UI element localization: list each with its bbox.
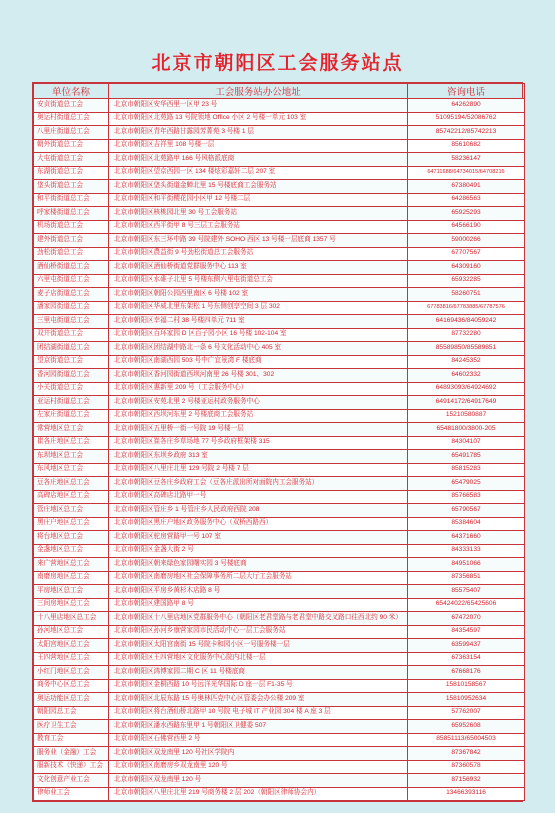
- unit-name-cell: 小关街道总工会: [34, 382, 109, 396]
- phone-cell: 67363154: [408, 652, 525, 666]
- address-cell: 北京市朝阳区南湖西园 503 号中广宜景湾 F 楼底商: [109, 355, 408, 369]
- table-row: [34, 247, 525, 261]
- table-row: [34, 193, 525, 207]
- phone-cell: 84245352: [408, 355, 525, 369]
- address-cell: 北京市朝阳区和平街樱花园小区甲 12 号楼二层: [109, 193, 408, 207]
- table-row: [34, 693, 525, 707]
- unit-name-cell: 垡头街道总工会: [34, 180, 109, 194]
- table-row: [34, 99, 525, 113]
- unit-name-cell: 呼家楼街道总工会: [34, 207, 109, 221]
- table-row: [34, 234, 525, 248]
- phone-cell: 84951066: [408, 558, 525, 572]
- table-body: [34, 99, 525, 801]
- phone-cell: 64566190: [408, 220, 525, 234]
- address-cell: 北京市朝阳区酒仙桥街道党群服务中心 113 室: [109, 261, 408, 275]
- table-row: [34, 733, 525, 747]
- unit-name-cell: 奥运村街道总工会: [34, 112, 109, 126]
- unit-name-cell: 十八里店地区总工会: [34, 612, 109, 626]
- address-cell: 北京市朝阳区高碑店北路甲一号: [109, 490, 408, 504]
- phone-cell: 85851113/65004503: [408, 733, 525, 747]
- unit-name-cell: 建外街道总工会: [34, 234, 109, 248]
- table-row: [34, 531, 525, 545]
- column-header-unit: 单位名称: [34, 84, 109, 99]
- table-row: [34, 490, 525, 504]
- table-row: [34, 747, 525, 761]
- phone-cell: 65481800/3800-205: [408, 423, 525, 437]
- unit-name-cell: 奥运功能区总工会: [34, 693, 109, 707]
- phone-cell: 64169436/84059242: [408, 315, 525, 329]
- phone-cell: 64262890: [408, 99, 525, 113]
- phone-cell: 64914172/64917649: [408, 396, 525, 410]
- unit-name-cell: 崔各庄地区总工会: [34, 436, 109, 450]
- unit-name-cell: 孙河地区总工会: [34, 625, 109, 639]
- unit-name-cell: 医疗卫生工会: [34, 720, 109, 734]
- address-cell: 北京市朝阳区金盏大街 2 号: [109, 544, 408, 558]
- unit-name-cell: 三里屯街道总工会: [34, 315, 109, 329]
- phone-cell: 85766583: [408, 490, 525, 504]
- unit-name-cell: 高碑店地区总工会: [34, 490, 109, 504]
- unit-name-cell: 东坝地区总工会: [34, 450, 109, 464]
- address-cell: 北京市朝阳区八里庄北里 219 号商务楼 2 层 202（朝阳区律师协会内）: [109, 787, 408, 801]
- phone-cell: 84333133: [408, 544, 525, 558]
- address-cell: 北京市朝阳区惠新里 209 号（工会服务中心）: [109, 382, 408, 396]
- address-cell: 北京市朝阳区核桃园北里 30 号工会服务站: [109, 207, 408, 221]
- phone-cell: 67380491: [408, 180, 525, 194]
- address-cell: 北京市朝阳区百环家园 D 区百子园小区 16 号楼 102-104 室: [109, 328, 408, 342]
- table-row: [34, 315, 525, 329]
- table-row: [34, 544, 525, 558]
- address-cell: 北京市朝阳区王四营地区文化服务中心院内北楼一层: [109, 652, 408, 666]
- table-row: [34, 274, 525, 288]
- phone-cell: 87156932: [408, 774, 525, 788]
- address-cell: 北京市朝阳区黑庄户地区政务服务中心（双桥西路西）: [109, 517, 408, 531]
- unit-name-cell: 服务业（金融）工会: [34, 747, 109, 761]
- phone-cell: 64309160: [408, 261, 525, 275]
- table-row: [34, 112, 525, 126]
- unit-name-cell: 望京街道总工会: [34, 355, 109, 369]
- table-row: [34, 679, 525, 693]
- address-cell: 北京市朝阳区幸福二村 38 号楼四单元 711 室: [109, 315, 408, 329]
- table-row: [34, 787, 525, 801]
- address-cell: 北京市朝阳区平房乡黄杉木店路 8 号: [109, 585, 408, 599]
- table-row: [34, 558, 525, 572]
- phone-cell: 64286563: [408, 193, 525, 207]
- unit-name-cell: 王四营地区总工会: [34, 652, 109, 666]
- address-cell: 北京市朝阳区五里桥一街一号院 19 号楼一层: [109, 423, 408, 437]
- unit-name-cell: 左家庄街道总工会: [34, 409, 109, 423]
- table-row: [34, 342, 525, 356]
- phone-cell: 87356851: [408, 571, 525, 585]
- table-row: [34, 706, 525, 720]
- table-row: [34, 436, 525, 450]
- unit-name-cell: 安贞街道总工会: [34, 99, 109, 113]
- unit-name-cell: 东风地区总工会: [34, 463, 109, 477]
- phone-cell: 65491785: [408, 450, 525, 464]
- phone-cell: 85742212/85742213: [408, 126, 525, 140]
- unit-name-cell: 太阳宫地区总工会: [34, 639, 109, 653]
- table-row: [34, 180, 525, 194]
- phone-cell: 65932285: [408, 274, 525, 288]
- unit-name-cell: 律师业工会: [34, 787, 109, 801]
- phone-cell: 67783816/67783885/67787576: [408, 301, 525, 315]
- phone-cell: 65424022/65425606: [408, 598, 525, 612]
- address-cell: 北京市朝阳区水碓子北里 5 号楼东侧六里屯街道总工会: [109, 274, 408, 288]
- table-row: [34, 666, 525, 680]
- phone-cell: 65479025: [408, 477, 525, 491]
- address-cell: 北京市朝阳区垡头街道金蝉北里 15 号楼底商工会服务站: [109, 180, 408, 194]
- table-row: [34, 598, 525, 612]
- unit-name-cell: 黑庄户地区总工会: [34, 517, 109, 531]
- table-row: [34, 288, 525, 302]
- table-header-row: [34, 84, 525, 99]
- unit-name-cell: 管庄地区总工会: [34, 504, 109, 518]
- unit-name-cell: 香河园街道总工会: [34, 369, 109, 383]
- phone-cell: 59000266: [408, 234, 525, 248]
- unit-name-cell: 八里庄街道总工会: [34, 126, 109, 140]
- address-cell: 北京市朝阳区北辰东路 15 号奥林匹克中心区管委会办公楼 209 室: [109, 693, 408, 707]
- unit-name-cell: 双井街道总工会: [34, 328, 109, 342]
- phone-cell: 57762007: [408, 706, 525, 720]
- phone-cell: 13466393116: [408, 787, 525, 801]
- table-row: [34, 612, 525, 626]
- unit-name-cell: 小红门地区总工会: [34, 666, 109, 680]
- address-cell: 北京市朝阳区孙河乡康营家园市民活动中心一层工会服务站: [109, 625, 408, 639]
- service-station-table-frame: [32, 82, 523, 802]
- phone-cell: 67472070: [408, 612, 525, 626]
- address-cell: 北京市朝阳区吉祥里 108 号楼一层: [109, 139, 408, 153]
- phone-cell: 58236147: [408, 153, 525, 167]
- address-cell: 北京市朝阳区農益街 9 号劲松街道总工会服务站: [109, 247, 408, 261]
- unit-name-cell: 劲松街道总工会: [34, 247, 109, 261]
- unit-name-cell: 大屯街道总工会: [34, 153, 109, 167]
- phone-cell: 65925293: [408, 207, 525, 221]
- table-row: [34, 220, 525, 234]
- unit-name-cell: 和平街街道总工会: [34, 193, 109, 207]
- address-cell: 北京市朝阳区金桐西路 10 号远洋光华国际 D 座一层 F1-35 号: [109, 679, 408, 693]
- phone-cell: 58260751: [408, 288, 525, 302]
- address-cell: 北京市朝阳区西平街甲 8 号三层工会服务站: [109, 220, 408, 234]
- phone-cell: 65952608: [408, 720, 525, 734]
- table-row: [34, 423, 525, 437]
- address-cell: 北京市朝阳区东坝乡政府 313 室: [109, 450, 408, 464]
- phone-cell: 85384604: [408, 517, 525, 531]
- table-row: [34, 139, 525, 153]
- address-cell: 北京市朝阳区驼房营路甲一号 107 室: [109, 531, 408, 545]
- table-row: [34, 652, 525, 666]
- address-cell: 北京市朝阳区将台酒仙桥北路甲 10 号院 电子城 IT 产业园 304 楼 A 座 3 层: [109, 706, 408, 720]
- table-row: [34, 760, 525, 774]
- unit-name-cell: 来广营地区总工会: [34, 558, 109, 572]
- address-cell: 北京市朝阳区华威北里东架松 1 号东侧创享空间 3 层 302: [109, 301, 408, 315]
- unit-name-cell: 三间房地区总工会: [34, 598, 109, 612]
- table-row: [34, 126, 525, 140]
- phone-cell: 15210580887: [408, 409, 525, 423]
- table-row: [34, 369, 525, 383]
- phone-cell: 64711688/64734015/64708216: [408, 166, 525, 180]
- table-row: [34, 301, 525, 315]
- address-cell: 北京市朝阳区双龙南里 120 号社区学院内: [109, 747, 408, 761]
- unit-name-cell: 教育工会: [34, 733, 109, 747]
- address-cell: 北京市朝阳区团结湖中路北一条 6 号文化活动中心 405 室: [109, 342, 408, 356]
- address-cell: 北京市朝阳区南磨房地区社会保障事务所二层大厅工会服务站: [109, 571, 408, 585]
- table-row: [34, 720, 525, 734]
- unit-name-cell: 平房地区总工会: [34, 585, 109, 599]
- phone-cell: 64602332: [408, 369, 525, 383]
- unit-name-cell: 酒仙桥街道总工会: [34, 261, 109, 275]
- address-cell: 北京市朝阳区潘水西路东里甲 1 号朝阳区卫健委 507: [109, 720, 408, 734]
- unit-name-cell: 常营地区总工会: [34, 423, 109, 437]
- address-cell: 北京市朝阳区朝来绿色家园曙实园 3 号楼底商: [109, 558, 408, 572]
- phone-cell: 64893093/64924692: [408, 382, 525, 396]
- phone-cell: 51095194/52086762: [408, 112, 525, 126]
- unit-name-cell: 东湖街道总工会: [34, 166, 109, 180]
- table-row: [34, 409, 525, 423]
- table-row: [34, 463, 525, 477]
- address-cell: 北京市朝阳区东三环中路 39 号院建外 SOHO 西区 13 号楼一层底商 1357 号: [109, 234, 408, 248]
- table-row: [34, 625, 525, 639]
- table-row: [34, 774, 525, 788]
- phone-cell: 15810952634: [408, 693, 525, 707]
- unit-name-cell: 豆各庄地区总工会: [34, 477, 109, 491]
- table-row: [34, 355, 525, 369]
- address-cell: 北京市朝阳区北苑路 13 号院领地 Office 小区 2 号楼一单元 103 室: [109, 112, 408, 126]
- table-row: [34, 382, 525, 396]
- phone-cell: 67707567: [408, 247, 525, 261]
- address-cell: 北京市朝阳区十八里店地区党群服务中心（朝阳区老君堂路与老君堂中路交叉路口往西北约 90 米）: [109, 612, 408, 626]
- table-row: [34, 261, 525, 275]
- table-row: [34, 207, 525, 221]
- phone-cell: 63599437: [408, 639, 525, 653]
- phone-cell: 84304107: [408, 436, 525, 450]
- phone-cell: 85589850/85589851: [408, 342, 525, 356]
- phone-cell: 85815283: [408, 463, 525, 477]
- address-cell: 北京市朝阳区石佛营西里 2 号: [109, 733, 408, 747]
- address-cell: 北京市朝阳区青年西路甘露园芳菁苑 3 号楼 1 层: [109, 126, 408, 140]
- address-cell: 北京市朝阳区鸿博家园二期 C 区 11 号楼底商: [109, 666, 408, 680]
- address-cell: 北京市朝阳区豆各庄乡政府工会（豆各庄派出所对面院内工会服务站）: [109, 477, 408, 491]
- unit-name-cell: 麦子店街道总工会: [34, 288, 109, 302]
- phone-cell: 87360578: [408, 760, 525, 774]
- unit-name-cell: 朝阳园总工会: [34, 706, 109, 720]
- address-cell: 北京市朝阳区望京西园一区 134 楼炫彩嘉轩二层 207 室: [109, 166, 408, 180]
- table-row: [34, 571, 525, 585]
- table-row: [34, 585, 525, 599]
- phone-cell: 84354597: [408, 625, 525, 639]
- address-cell: 北京市朝阳区八里庄北里 129 号院 2 号楼 7 层: [109, 463, 408, 477]
- phone-cell: 64371660: [408, 531, 525, 545]
- table-row: [34, 153, 525, 167]
- address-cell: 北京市朝阳区管庄乡 1 号管庄乡人民政府西院 208: [109, 504, 408, 518]
- table-row: [34, 166, 525, 180]
- phone-cell: 87367842: [408, 747, 525, 761]
- table-row: [34, 639, 525, 653]
- address-cell: 北京市朝阳区建国路甲 8 号: [109, 598, 408, 612]
- unit-name-cell: 亚运村街道总工会: [34, 396, 109, 410]
- phone-cell: 85610682: [408, 139, 525, 153]
- address-cell: 北京市朝阳区南磨房乡双龙南里 120 号: [109, 760, 408, 774]
- unit-name-cell: 金盏地区总工会: [34, 544, 109, 558]
- address-cell: 北京市朝阳区崔各庄乡草场地 77 号乡政府框架楼 315: [109, 436, 408, 450]
- table-row: [34, 328, 525, 342]
- address-cell: 北京市朝阳区朝阳公园西里南区 6 号楼 102 室: [109, 288, 408, 302]
- table-row: [34, 396, 525, 410]
- column-header-address: 工会服务站办公地址: [109, 84, 408, 99]
- address-cell: 北京市朝阳区西坝河东里 2 号楼底商工会服务站: [109, 409, 408, 423]
- address-cell: 北京市朝阳区太阳宫南街 15 号院卡和园小区一号服务楼一层: [109, 639, 408, 653]
- phone-cell: 67668176: [408, 666, 525, 680]
- unit-name-cell: 机场街道总工会: [34, 220, 109, 234]
- column-header-phone: 咨询电话: [408, 84, 525, 99]
- unit-name-cell: 潘家园街道总工会: [34, 301, 109, 315]
- phone-cell: 15810158567: [408, 679, 525, 693]
- phone-cell: 85575407: [408, 585, 525, 599]
- table-row: [34, 504, 525, 518]
- address-cell: 北京市朝阳区双龙南里 120 号: [109, 774, 408, 788]
- table-row: [34, 477, 525, 491]
- address-cell: 北京市朝阳区安华西里一区甲 23 号: [109, 99, 408, 113]
- phone-cell: 65790567: [408, 504, 525, 518]
- unit-name-cell: 六里屯街道总工会: [34, 274, 109, 288]
- address-cell: 北京市朝阳区香河园街道西坝河南里 26 号楼 301、302: [109, 369, 408, 383]
- unit-name-cell: 服新技术（快递）工会: [34, 760, 109, 774]
- unit-name-cell: 团结湖街道总工会: [34, 342, 109, 356]
- unit-name-cell: 南磨房地区总工会: [34, 571, 109, 585]
- page-title: 北京市朝阳区工会服务站点: [151, 52, 404, 74]
- unit-name-cell: 朝外街道总工会: [34, 139, 109, 153]
- table-row: [34, 450, 525, 464]
- phone-cell: 87732280: [408, 328, 525, 342]
- service-station-table: [33, 83, 525, 801]
- unit-name-cell: 商务中心区总工会: [34, 679, 109, 693]
- unit-name-cell: 文化创意产业工会: [34, 774, 109, 788]
- table-row: [34, 517, 525, 531]
- unit-name-cell: 将台地区总工会: [34, 531, 109, 545]
- address-cell: 北京市朝阳区安苑北里 2 号楼亚运村政务服务中心: [109, 396, 408, 410]
- address-cell: 北京市朝阳区北苑路甲 166 号风格派底商: [109, 153, 408, 167]
